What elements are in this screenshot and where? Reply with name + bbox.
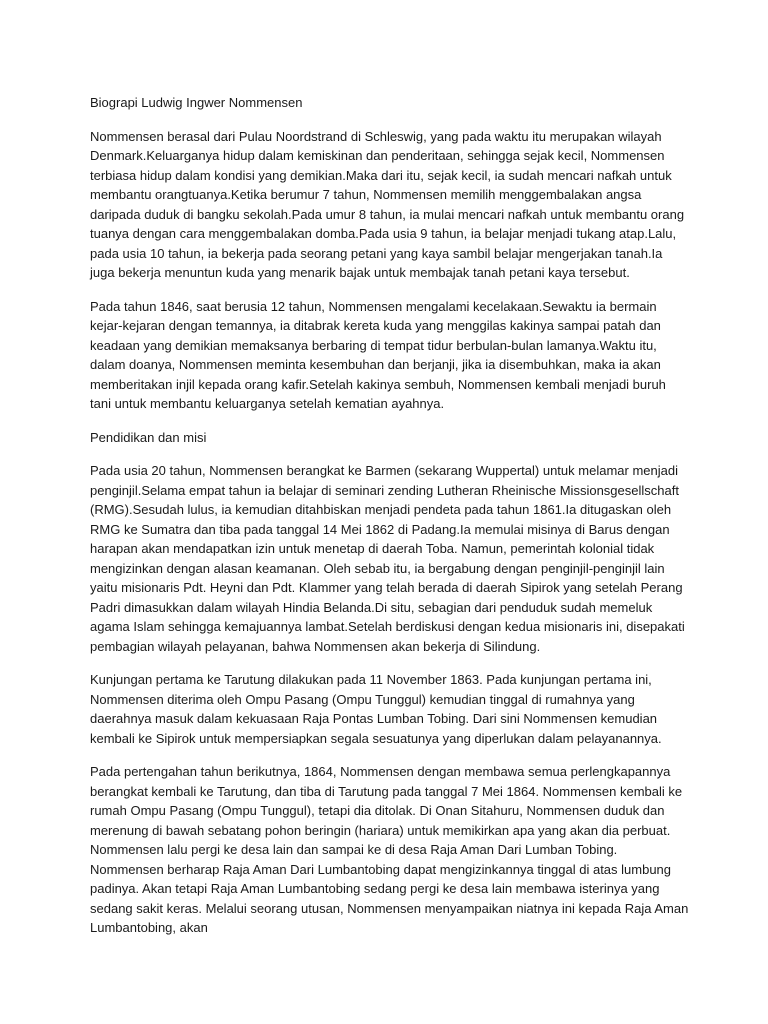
paragraph: Pada tahun 1846, saat berusia 12 tahun, Nommensen mengalami kecelakaan.Sewaktu ia bermain kejar-kejaran dengan temannya, ia ditabrak kereta kuda yang menggilas kakinya sampai patah dan keadaan yang demikian memaksanya berbaring di tempat tidur berbulan-bulan lamanya.Waktu itu, dalam doanya, Nommensen meminta kesembuhan dan berjanji, jika ia disembuhkan, maka ia akan memberitakan injil kepada orang kafir.Setelah kakinya sembuh, Nommensen kembali menjadi buruh tani untuk membantu keluarganya setelah kematian ayahnya.: [90, 298, 666, 411]
paragraph: Pada pertengahan tahun berikutnya, 1864, Nommensen dengan membawa semua perlengkapannya berangkat kembali ke Tarutung, dan tiba di Tarutung pada tanggal 7 Mei 1864. Nommensen kembali ke rumah Ompu Pasang (Ompu Tunggul), tetapi dia ditolak. Di Onan Sitahuru, Nommensen duduk dan merenung di bawah sebatang pohon beringin (hariara) untuk memikirkan apa yang akan dia perbuat. Nommensen lalu pergi ke desa lain dan sampai ke di desa Raja Aman Dari Lumban Tobing. Nommensen berharap Raja Aman Dari Lumbantobing dapat mengizinkannya tinggal di atas lumbung padinya. Akan tetapi Raja Aman Lumbantobing sedang pergi ke desa lain membawa isterinya yang sedang sakit keras. Melalui seorang utusan, Nommensen menyampaikan niatnya ini kepada Raja Aman Lumbantobing, akan: [90, 764, 689, 935]
document-title: Biograpi Ludwig Ingwer Nommensen: [90, 95, 303, 110]
paragraph: Pada usia 20 tahun, Nommensen berangkat ke Barmen (sekarang Wuppertal) untuk melamar menjadi penginjil.Selama empat tahun ia belajar di seminari zending Lutheran Rheinische Missionsgesellschaft (RMG).Sesudah lulus, ia kemudian ditahbiskan menjadi pendeta pada tahun 1861.Ia ditugaskan oleh RMG ke Sumatra dan tiba pada tanggal 14 Mei 1862 di Padang.Ia memulai misinya di Barus dengan harapan akan mendapatkan izin untuk menetap di daerah Toba. Namun, pemerintah kolonial tidak mengizinkan dengan alasan keamanan. Oleh sebab itu, ia bergabung dengan penginjil-penginjil lain yaitu misionaris Pdt. Heyni dan Pdt. Klammer yang telah berada di daerah Sipirok yang setelah Perang Padri dimasukkan dalam wilayah Hindia Belanda.Di situ, sebagian dari penduduk sudah memeluk agama Islam sehingga kemajuannya lambat.Setelah berdiskusi dengan kedua misionaris ini, disepakati pembagian wilayah pelayanan, bahwa Nommensen akan bekerja di Silindung.: [90, 463, 685, 654]
document-page: [90, 93, 690, 952]
section-heading: Pendidikan dan misi: [90, 429, 207, 445]
paragraph: Nommensen berasal dari Pulau Noordstrand di Schleswig, yang pada waktu itu merupakan wilayah Denmark.Keluarganya hidup dalam kemiskinan dan penderitaan, sehingga sejak kecil, Nommensen terbiasa hidup dalam kondisi yang demikian.Maka dari itu, sejak kecil, ia sudah mencari nafkah untuk membantu orangtuanya.Ketika berumur 7 tahun, Nommensen memilih menggembalakan angsa daripada duduk di bangku sekolah.Pada umur 8 tahun, ia mulai mencari nafkah untuk membantu orang tuanya dengan cara menggembalakan domba.Pada usia 9 tahun, ia belajar menjadi tukang atap.Lalu, pada usia 10 tahun, ia bekerja pada seorang petani yang kaya sambil belajar mengerjakan tanah.Ia juga bekerja menuntun kuda yang menarik bajak untuk membajak tanah petani kaya tersebut.: [90, 128, 685, 280]
paragraph: Kunjungan pertama ke Tarutung dilakukan pada 11 November 1863. Pada kunjungan pertama ini, Nommensen diterima oleh Ompu Pasang (Ompu Tunggul) kemudian tinggal di rumahnya yang daerahnya masuk dalam kekuasaan Raja Pontas Lumban Tobing. Dari sini Nommensen kemudian kembali ke Sipirok untuk mempersiapkan segala sesuatunya yang diperlukan dalam pelayanannya.: [90, 672, 662, 746]
